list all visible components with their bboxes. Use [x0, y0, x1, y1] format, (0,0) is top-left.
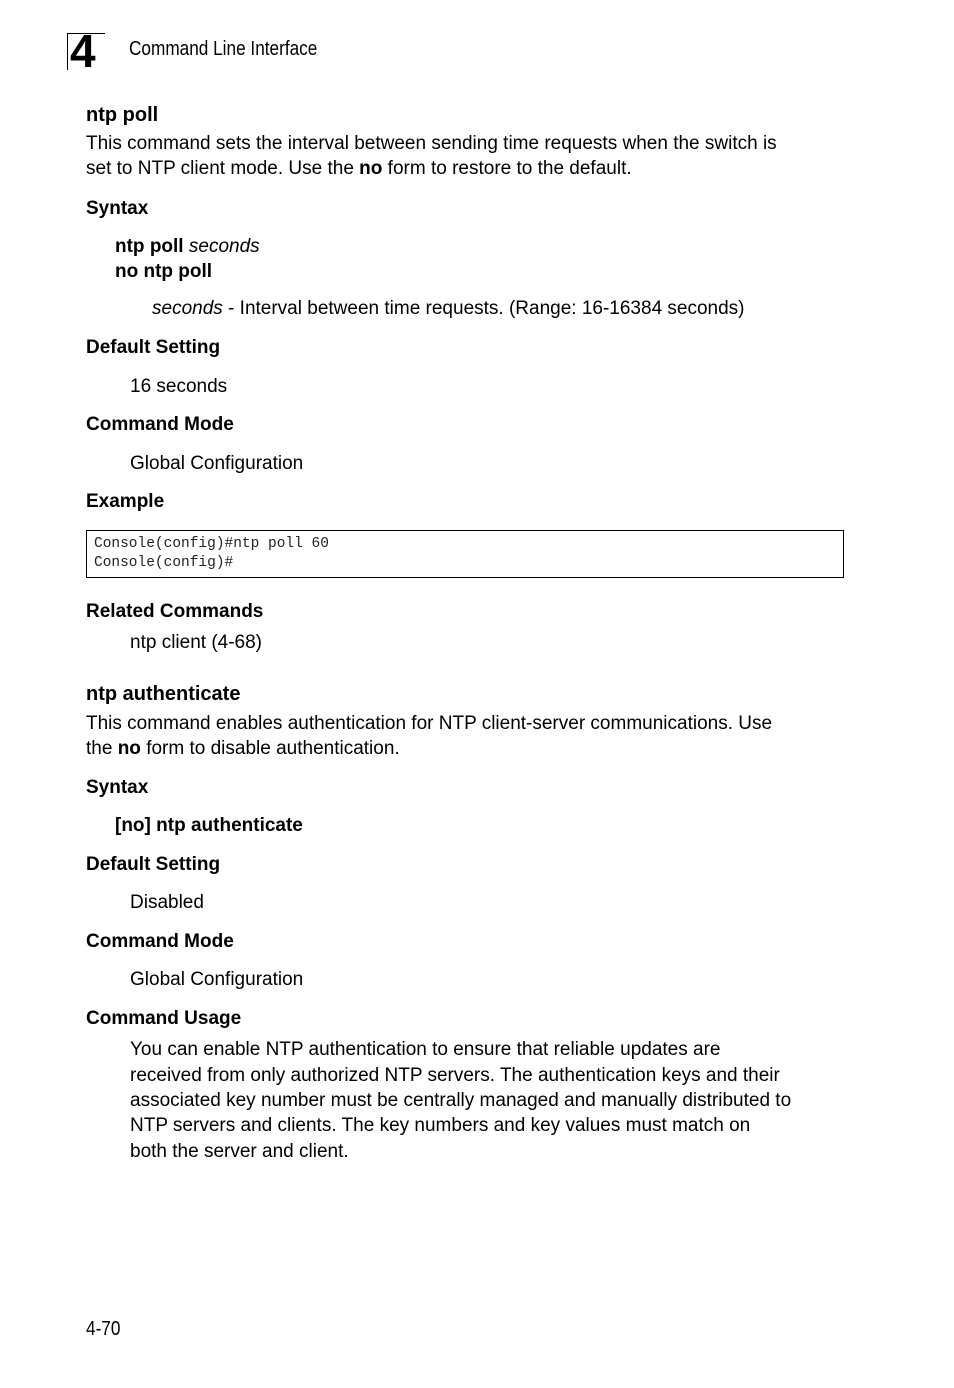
ntp-auth-mode-value: Global Configuration	[130, 969, 304, 990]
usage-line-4: NTP servers and clients. The key numbers and key values must match on	[130, 1115, 751, 1136]
ntp-auth-syntax-command: [no] ntp authenticate	[115, 815, 303, 836]
ntp-poll-syntax-command: ntp poll seconds	[115, 236, 260, 257]
usage-line-3: associated key number must be centrally managed and manually distributed to	[130, 1090, 792, 1111]
ntp-poll-syntax-no-form: no ntp poll	[115, 261, 213, 282]
code-line-2: Console(config)#	[94, 555, 234, 571]
chapter-number: 4	[70, 25, 95, 77]
usage-line-2: received from only authorized NTP servers. The authentication keys and their	[130, 1065, 780, 1086]
ntp-poll-default-value: 16 seconds	[130, 376, 228, 397]
ntp-auth-default-value: Disabled	[130, 892, 204, 913]
ntp-poll-related-heading: Related Commands	[86, 601, 264, 622]
section-title-ntp-authenticate: ntp authenticate	[86, 683, 241, 705]
running-header-title: Command Line Interface	[129, 38, 318, 60]
ntp-poll-mode-heading: Command Mode	[86, 414, 234, 435]
page-number: 4-70	[86, 1318, 121, 1340]
ntp-auth-description-line-2: the no form to disable authentication.	[86, 738, 400, 759]
ntp-auth-description-line-1: This command enables authentication for NTP client-server communications. Use	[86, 713, 773, 734]
ntp-auth-syntax-heading: Syntax	[86, 777, 149, 798]
ntp-poll-related-value: ntp client (4-68)	[130, 632, 263, 653]
ntp-poll-default-heading: Default Setting	[86, 337, 221, 358]
ntp-poll-mode-value: Global Configuration	[130, 453, 304, 474]
ntp-poll-parameter-description: seconds - Interval between time requests. (Range: 16-16384 seconds)	[152, 298, 745, 319]
usage-line-5: both the server and client.	[130, 1141, 349, 1162]
ntp-auth-default-heading: Default Setting	[86, 854, 221, 875]
ntp-auth-usage-heading: Command Usage	[86, 1008, 242, 1029]
ntp-poll-syntax-heading: Syntax	[86, 198, 149, 219]
code-line-1: Console(config)#ntp poll 60	[94, 536, 329, 552]
usage-line-1: You can enable NTP authentication to ensure that reliable updates are	[130, 1039, 721, 1060]
ntp-poll-example-heading: Example	[86, 491, 165, 512]
ntp-poll-description-line-2: set to NTP client mode. Use the no form to restore to the default.	[86, 158, 632, 179]
example-code-box	[86, 530, 844, 578]
ntp-poll-description-line-1: This command sets the interval between sending time requests when the switch is	[86, 133, 777, 154]
section-title-ntp-poll: ntp poll	[86, 104, 159, 126]
ntp-auth-mode-heading: Command Mode	[86, 931, 234, 952]
